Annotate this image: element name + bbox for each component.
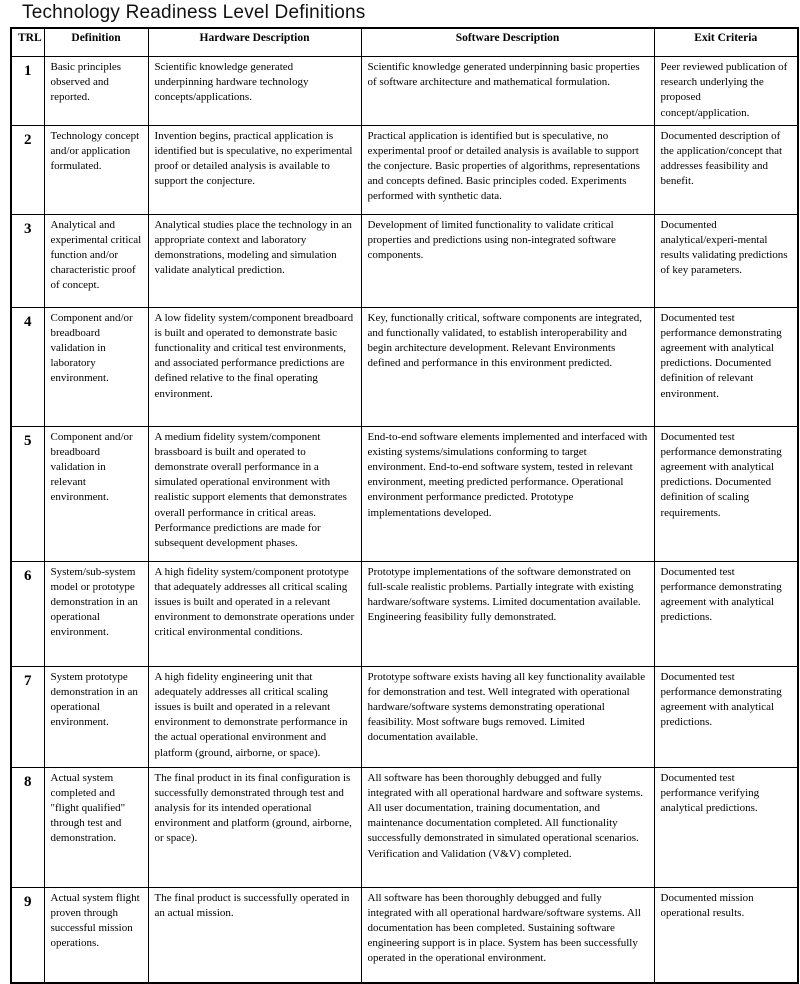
column-header-software-description: Software Description [361, 28, 654, 57]
cell-exit: Documented test performance demonstrating agreement with analytical predictions. Documented definition of scaling requirements. [654, 426, 798, 561]
cell-trl: 8 [11, 767, 44, 887]
cell-software: Prototype implementations of the software demonstrated on full-scale realistic problems. Partially integrate with existing hardware/software systems. Limited documentation available. Engineering feasibility fully demonstrated. [361, 561, 654, 666]
cell-software: All software has been thoroughly debugged and fully integrated with all operational hardware and software systems. All user documentation, training documentation, and maintenance documentation completed. All functionality successfully demonstrated in simulated operational scenarios. Verification and Validation (V&V) completed. [361, 767, 654, 887]
cell-definition: System prototype demonstration in an operational environment. [44, 666, 148, 767]
cell-definition: Component and/or breadboard validation in relevant environment. [44, 426, 148, 561]
cell-definition: Technology concept and/or application formulated. [44, 125, 148, 214]
cell-definition: Actual system completed and "flight qualified" through test and demonstration. [44, 767, 148, 887]
table-row [11, 307, 798, 426]
cell-software: Prototype software exists having all key functionality available for demonstration and test. Well integrated with operational hardware/software systems demonstrating operational feasibility. Most software bugs removed. Limited documentation available. [361, 666, 654, 767]
cell-trl: 6 [11, 561, 44, 666]
cell-software: Practical application is identified but is speculative, no experimental proof or detailed analysis is available to support the conjecture. Basic properties of algorithms, representations and concepts defined. Basic principles coded. Experiments performed with synthetic data. [361, 125, 654, 214]
cell-definition: Component and/or breadboard validation in laboratory environment. [44, 307, 148, 426]
table-row [11, 57, 798, 126]
cell-hardware: A high fidelity system/component prototype that adequately addresses all critical scaling issues is built and operated in a relevant environment to demonstrate operations under critical environmental conditions. [148, 561, 361, 666]
column-header-definition: Definition [44, 28, 148, 57]
cell-exit: Peer reviewed publication of research underlying the proposed concept/application. [654, 57, 798, 126]
cell-definition: System/sub-system model or prototype demonstration in an operational environment. [44, 561, 148, 666]
cell-trl: 3 [11, 214, 44, 307]
column-header-exit-criteria: Exit Criteria [654, 28, 798, 57]
cell-hardware: A high fidelity engineering unit that adequately addresses all critical scaling issues is built and operated in a relevant environment to demonstrate performance in the actual operational environment and platform (ground, airborne, or space). [148, 666, 361, 767]
cell-trl: 4 [11, 307, 44, 426]
table-row [11, 666, 798, 767]
cell-exit: Documented test performance demonstrating agreement with analytical predictions. Documented definition of relevant environment. [654, 307, 798, 426]
table-header-row [11, 28, 798, 57]
cell-exit: Documented analytical/experi-mental results validating predictions of key parameters. [654, 214, 798, 307]
table-row [11, 426, 798, 561]
cell-hardware: A medium fidelity system/component brassboard is built and operated to demonstrate overall performance in a simulated operational environment with realistic support elements that demonstrates overall performance in critical areas. Performance predictions are made for subsequent development phases. [148, 426, 361, 561]
cell-trl: 5 [11, 426, 44, 561]
cell-definition: Basic principles observed and reported. [44, 57, 148, 126]
cell-hardware: A low fidelity system/component breadboard is built and operated to demonstrate basic functionality and critical test environments, and associated performance predictions are defined relative to the final operating environment. [148, 307, 361, 426]
cell-exit: Documented description of the application/concept that addresses feasibility and benefit. [654, 125, 798, 214]
cell-exit: Documented test performance verifying analytical predictions. [654, 767, 798, 887]
cell-software: Development of limited functionality to validate critical properties and predictions using non-integrated software components. [361, 214, 654, 307]
cell-hardware: The final product is successfully operated in an actual mission. [148, 887, 361, 983]
cell-hardware: The final product in its final configuration is successfully demonstrated through test and analysis for its intended operational environment and platform (ground, airborne, or space). [148, 767, 361, 887]
cell-software: End-to-end software elements implemented and interfaced with existing systems/simulations conforming to target environment. End-to-end software system, tested in relevant environment, meeting predicted performance. Operational environment performance predicted. Prototype implementations developed. [361, 426, 654, 561]
table-body [11, 57, 798, 984]
cell-trl: 7 [11, 666, 44, 767]
cell-hardware: Scientific knowledge generated underpinning hardware technology concepts/applications. [148, 57, 361, 126]
cell-software: All software has been thoroughly debugged and fully integrated with all operational hardware/software systems. All documentation has been completed. Sustaining software engineering support is in place. System has been successfully operated in the operational environment. [361, 887, 654, 983]
trl-definitions-table [10, 27, 799, 984]
cell-hardware: Analytical studies place the technology in an appropriate context and laboratory demonstrations, modeling and simulation validate analytical prediction. [148, 214, 361, 307]
cell-software: Key, functionally critical, software components are integrated, and functionally validated, to establish interoperability and begin architecture development. Relevant Environments defined and performance in this environment predicted. [361, 307, 654, 426]
cell-definition: Actual system flight proven through successful mission operations. [44, 887, 148, 983]
column-header-trl: TRL [11, 28, 44, 57]
cell-trl: 2 [11, 125, 44, 214]
table-row [11, 561, 798, 666]
column-header-hardware-description: Hardware Description [148, 28, 361, 57]
cell-trl: 9 [11, 887, 44, 983]
cell-exit: Documented mission operational results. [654, 887, 798, 983]
cell-hardware: Invention begins, practical application is identified but is speculative, no experimental proof or detailed analysis is available to support the conjecture. [148, 125, 361, 214]
table-row [11, 767, 798, 887]
table-row [11, 125, 798, 214]
page-title: Technology Readiness Level Definitions [22, 2, 366, 23]
cell-exit: Documented test performance demonstrating agreement with analytical predictions. [654, 666, 798, 767]
cell-trl: 1 [11, 57, 44, 126]
cell-definition: Analytical and experimental critical function and/or characteristic proof of concept. [44, 214, 148, 307]
cell-software: Scientific knowledge generated underpinning basic properties of software architecture and mathematical formulation. [361, 57, 654, 126]
cell-exit: Documented test performance demonstrating agreement with analytical predictions. [654, 561, 798, 666]
table-row [11, 214, 798, 307]
